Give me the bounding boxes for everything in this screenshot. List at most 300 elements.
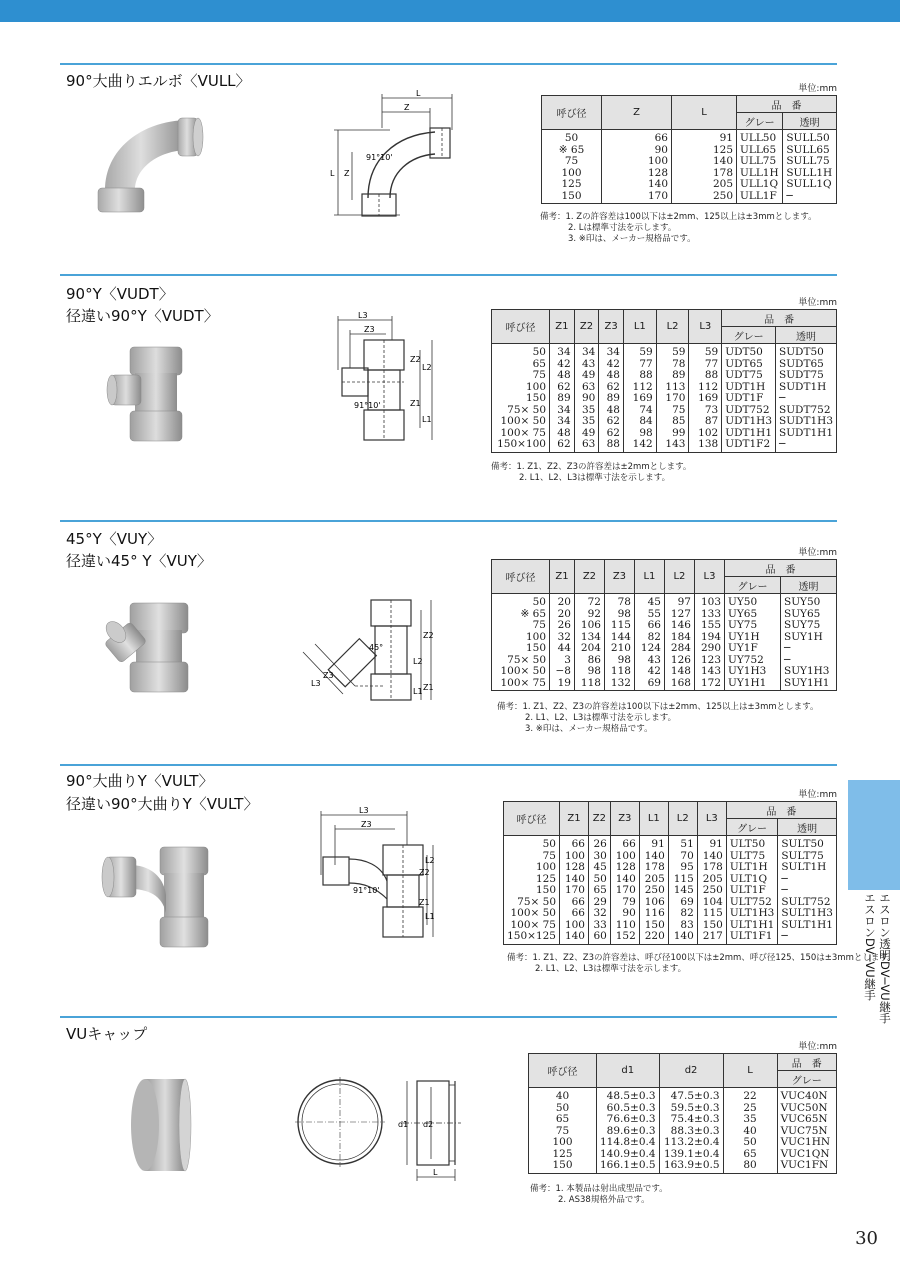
unit-label: 単位:mm — [798, 84, 837, 94]
table-cell: 155 — [694, 620, 724, 632]
table-cell: 140.9±0.4 — [597, 1149, 660, 1161]
table-cell: 55 — [634, 609, 664, 621]
table-cell: 35 — [723, 1114, 777, 1126]
col-header-clear: 透明 — [778, 819, 837, 836]
table-cell: 34 — [550, 344, 575, 359]
table-cell: UDT1F — [722, 393, 776, 405]
table-cell: ULL50 — [737, 130, 783, 145]
table-cell: 100× 50 — [504, 908, 560, 920]
table-cell: 90 — [610, 908, 639, 920]
table-cell: 100× 50 — [492, 666, 550, 678]
table-cell: VUC1FN — [777, 1160, 836, 1173]
table-cell: 26 — [588, 836, 610, 851]
table-cell: 72 — [574, 594, 604, 609]
col-header-gray: グレー — [726, 819, 778, 836]
table-cell: ─ — [778, 874, 837, 886]
table-cell: 106 — [574, 620, 604, 632]
note-line: 備考：1. Z1、Z2、Z3の許容差は、呼び径100以下は±2mm、呼び径125、150は±3mmとします。 — [507, 953, 896, 963]
col-header-l3: L3 — [697, 802, 726, 836]
table-cell: UDT752 — [722, 405, 776, 417]
table-cell: UY1H3 — [725, 666, 781, 678]
dim-label-z3: Z3 — [361, 820, 372, 829]
table-cell: 172 — [694, 678, 724, 691]
table-cell: 42 — [599, 359, 624, 371]
table-cell: 205 — [697, 874, 726, 886]
table-cell: 40 — [529, 1088, 597, 1103]
wye-photo — [100, 600, 195, 695]
col-header-clear: 透明 — [781, 577, 837, 594]
table-cell: 35 — [574, 405, 599, 417]
col-header-clear: 透明 — [776, 327, 837, 344]
table-cell: UY50 — [725, 594, 781, 609]
table-cell: 140 — [602, 179, 672, 191]
table-cell: 87 — [689, 416, 722, 428]
table-cell: SULL1Q — [783, 179, 837, 191]
table-cell: VUC75N — [777, 1126, 836, 1138]
dim-label-angle: 91°10' — [366, 153, 393, 162]
dim-label-z3: Z3 — [323, 671, 334, 680]
dim-label-z3: Z3 — [364, 325, 375, 334]
table-cell: 290 — [694, 643, 724, 655]
table-cell: 75 — [492, 620, 550, 632]
table-cell: 22 — [723, 1088, 777, 1103]
col-header-part-no: 品 番 — [777, 1054, 836, 1071]
table-cell: UDT1H — [722, 382, 776, 394]
dim-label-z2: Z2 — [419, 868, 430, 877]
col-header-z1: Z1 — [560, 802, 589, 836]
dim-label-l2: L2 — [425, 856, 435, 865]
table-cell: 59 — [656, 344, 689, 359]
table-cell: 48 — [550, 370, 575, 382]
table-cell: 169 — [689, 393, 722, 405]
table-cell: 69 — [634, 678, 664, 691]
table-cell: 51 — [668, 836, 697, 851]
section-subtitle-vuy: 径違い45° Y〈VUY〉 — [66, 552, 212, 570]
table-cell: 138 — [689, 439, 722, 452]
elbow-dimension-drawing — [330, 90, 460, 225]
dim-label-d2: d2 — [423, 1120, 434, 1129]
col-header-part-no: 品 番 — [737, 96, 837, 113]
table-body-vuy — [492, 594, 837, 691]
table-cell: 47.5±0.3 — [659, 1088, 723, 1103]
table-cell: 77 — [689, 359, 722, 371]
table-cell: 250 — [697, 885, 726, 897]
table-row — [529, 1160, 837, 1173]
table-cell: 50 — [542, 130, 602, 145]
table-cell: 124 — [634, 643, 664, 655]
table-cell: 88 — [689, 370, 722, 382]
table-cell: SULT1H1 — [778, 920, 837, 932]
table-cell: 100 — [504, 862, 560, 874]
table-row — [492, 393, 837, 405]
dim-label-z: Z — [404, 103, 410, 112]
col-header-z2: Z2 — [574, 310, 599, 344]
table-cell: 142 — [623, 439, 656, 452]
table-cell: SUY50 — [781, 594, 837, 609]
notes-vull — [540, 212, 817, 245]
table-cell: 63 — [574, 439, 599, 452]
section-divider — [60, 63, 837, 65]
note-line: 2. L1、L2、L3は標準寸法を示します。 — [519, 473, 671, 483]
dim-label-z2: Z2 — [410, 355, 421, 364]
dim-label-l1: L1 — [413, 687, 423, 696]
col-header-gray: グレー — [777, 1071, 836, 1088]
table-cell: 60 — [588, 931, 610, 944]
note-line: 2. L1、L2、L3は標準寸法を示します。 — [525, 713, 677, 723]
table-cell: 48.5±0.3 — [597, 1088, 660, 1103]
table-cell: 89 — [656, 370, 689, 382]
table-cell: 48 — [599, 370, 624, 382]
table-cell: 140 — [672, 156, 737, 168]
table-cell: 43 — [634, 655, 664, 667]
table-cell: 88 — [599, 439, 624, 452]
table-cell: 204 — [574, 643, 604, 655]
table-cell: UDT65 — [722, 359, 776, 371]
table-cell: 128 — [610, 862, 639, 874]
table-row — [542, 130, 837, 145]
table-cell: SUY1H — [781, 632, 837, 644]
table-cell: SUDT752 — [776, 405, 837, 417]
table-cell: 92 — [574, 609, 604, 621]
table-cell: 50 — [723, 1137, 777, 1149]
table-cell: 20 — [550, 609, 575, 621]
table-cell: SUY75 — [781, 620, 837, 632]
table-cell: 115 — [668, 874, 697, 886]
note-line: 3. ※印は、メーカー規格品です。 — [568, 234, 696, 244]
table-cell: 128 — [560, 862, 589, 874]
section-title-vuc: VUキャップ — [66, 1025, 148, 1043]
col-header-d2: d2 — [659, 1054, 723, 1088]
table-cell: 88.3±0.3 — [659, 1126, 723, 1138]
table-cell: 50 — [492, 594, 550, 609]
table-cell: 140 — [610, 874, 639, 886]
table-cell: ULT1F1 — [726, 931, 778, 944]
dim-label-l1: L1 — [425, 912, 435, 921]
table-cell: 73 — [689, 405, 722, 417]
table-cell: 65 — [723, 1149, 777, 1161]
table-cell: 62 — [550, 382, 575, 394]
table-cell: ULT1F — [726, 885, 778, 897]
table-cell: 65 — [529, 1114, 597, 1126]
table-cell: 75× 50 — [504, 897, 560, 909]
section-subtitle-vult: 径違い90°大曲りY〈VULT〉 — [66, 795, 259, 813]
table-cell: 49 — [574, 370, 599, 382]
table-cell: 63 — [574, 382, 599, 394]
table-cell: UY752 — [725, 655, 781, 667]
table-cell: 3 — [550, 655, 575, 667]
table-cell: 91 — [697, 836, 726, 851]
col-header-l1: L1 — [634, 560, 664, 594]
table-cell: 98 — [604, 655, 634, 667]
table-row — [492, 666, 837, 678]
table-cell: SUDT1H1 — [776, 428, 837, 440]
side-label-line-1: エスロン透明DV─VU継手 — [878, 892, 892, 1024]
table-cell: 150×125 — [504, 931, 560, 944]
table-cell: 112 — [623, 382, 656, 394]
section-title-vudt: 90°Y〈VUDT〉 — [66, 285, 174, 303]
spec-table-vudt — [491, 309, 837, 453]
table-cell: 75× 50 — [492, 405, 550, 417]
table-body-vull — [542, 130, 837, 204]
col-header-z2: Z2 — [574, 560, 604, 594]
table-cell: 66 — [560, 897, 589, 909]
table-cell: 140 — [697, 851, 726, 863]
note-line: 備考：1. Zの許容差は100以下は±2mm、125以上は±3mmとします。 — [540, 212, 817, 222]
table-cell: ─ — [778, 885, 837, 897]
table-row — [492, 344, 837, 359]
table-cell: 75 — [529, 1126, 597, 1138]
table-cell: SUY1H3 — [781, 666, 837, 678]
section-divider — [60, 764, 837, 766]
table-row — [504, 931, 837, 944]
table-row — [492, 643, 837, 655]
table-cell: 59 — [623, 344, 656, 359]
table-cell: 50 — [504, 836, 560, 851]
table-row — [504, 836, 837, 851]
table-cell: SULL50 — [783, 130, 837, 145]
table-cell: 82 — [634, 632, 664, 644]
col-header-size: 呼び径 — [492, 310, 550, 344]
table-cell: 178 — [639, 862, 668, 874]
note-line: 2. Lは標準寸法を示します。 — [568, 223, 677, 233]
table-cell: 104 — [697, 897, 726, 909]
table-cell: 113 — [656, 382, 689, 394]
table-cell: 125 — [542, 179, 602, 191]
dim-label-z1: Z1 — [410, 399, 421, 408]
table-cell: 150 — [697, 920, 726, 932]
table-cell: 140 — [639, 851, 668, 863]
table-row — [504, 885, 837, 897]
table-cell: 125 — [672, 145, 737, 157]
table-cell: UY1H — [725, 632, 781, 644]
table-cell: SULL65 — [783, 145, 837, 157]
side-tab — [848, 780, 900, 890]
col-header-part-no: 品 番 — [726, 802, 836, 819]
table-cell: 78 — [604, 594, 634, 609]
wye-dimension-drawing — [295, 590, 440, 710]
table-cell: 150×100 — [492, 439, 550, 452]
table-cell: 110 — [610, 920, 639, 932]
table-cell: 100 — [529, 1137, 597, 1149]
top-color-bar — [0, 0, 900, 22]
table-cell: ULT75 — [726, 851, 778, 863]
table-cell: 220 — [639, 931, 668, 944]
table-cell: ※ 65 — [492, 609, 550, 621]
col-header-l2: L2 — [668, 802, 697, 836]
table-cell: 35 — [574, 416, 599, 428]
table-cell: 88 — [623, 370, 656, 382]
table-cell: 128 — [602, 168, 672, 180]
col-header-size: 呼び径 — [492, 560, 550, 594]
table-cell: 49 — [574, 428, 599, 440]
col-header-l: L — [672, 96, 737, 130]
table-cell: −8 — [550, 666, 575, 678]
table-row — [492, 416, 837, 428]
table-cell: 126 — [664, 655, 694, 667]
table-cell: 100× 75 — [492, 678, 550, 691]
table-cell: 89.6±0.3 — [597, 1126, 660, 1138]
col-header-l2: L2 — [656, 310, 689, 344]
table-vuc-wrap — [528, 1042, 837, 1174]
table-cell: 43 — [574, 359, 599, 371]
table-cell: 123 — [694, 655, 724, 667]
table-cell: 194 — [694, 632, 724, 644]
note-line: 備考：1. Z1、Z2、Z3の許容差は100以下は±2mm、125以上は±3mmとします。 — [497, 702, 819, 712]
table-body-vudt — [492, 344, 837, 453]
table-cell: UY65 — [725, 609, 781, 621]
table-cell: UY1F — [725, 643, 781, 655]
table-cell: 34 — [599, 344, 624, 359]
note-line: 備考：1. Z1、Z2、Z3の許容差は±2mmとします。 — [491, 462, 692, 472]
table-cell: 91 — [639, 836, 668, 851]
table-cell: 217 — [697, 931, 726, 944]
col-header-z1: Z1 — [550, 560, 575, 594]
dim-label-z1: Z1 — [419, 898, 430, 907]
table-cell: 75 — [542, 156, 602, 168]
col-header-gray: グレー — [737, 113, 783, 130]
table-cell: ULL65 — [737, 145, 783, 157]
table-cell: UY75 — [725, 620, 781, 632]
section-title-vull: 90°大曲りエルボ〈VULL〉 — [66, 72, 251, 90]
table-cell: ULT1H3 — [726, 908, 778, 920]
spec-table-vult — [503, 801, 837, 945]
table-cell: 168 — [664, 678, 694, 691]
dim-label-l: L — [433, 1168, 438, 1177]
table-cell: ULL75 — [737, 156, 783, 168]
table-vuy-wrap — [491, 548, 837, 691]
col-header-z: Z — [602, 96, 672, 130]
table-row — [504, 862, 837, 874]
table-cell: 95 — [668, 862, 697, 874]
side-category-label — [858, 892, 892, 1042]
table-cell: 178 — [697, 862, 726, 874]
table-cell: 97 — [664, 594, 694, 609]
table-row — [542, 156, 837, 168]
table-cell: 75 — [504, 851, 560, 863]
dim-label-angle: 91°10' — [354, 401, 381, 410]
section-divider — [60, 1016, 837, 1018]
dim-label-l: L — [416, 90, 421, 98]
table-cell: 150 — [639, 920, 668, 932]
dim-label-l2: L2 — [422, 363, 432, 372]
table-cell: 62 — [599, 382, 624, 394]
table-cell: SULT752 — [778, 897, 837, 909]
table-cell: 75 — [492, 370, 550, 382]
dim-label-l-vertical: L — [330, 169, 335, 178]
table-vull-wrap — [541, 84, 837, 204]
table-cell: 75× 50 — [492, 655, 550, 667]
table-cell: 100× 75 — [492, 428, 550, 440]
table-cell: ─ — [776, 393, 837, 405]
table-cell: 77 — [623, 359, 656, 371]
col-header-gray: グレー — [725, 577, 781, 594]
table-cell: 62 — [550, 439, 575, 452]
section-subtitle-vudt: 径違い90°Y〈VUDT〉 — [66, 307, 219, 325]
table-cell: 45 — [588, 862, 610, 874]
table-cell: 44 — [550, 643, 575, 655]
table-row — [542, 191, 837, 204]
table-cell: 100 — [492, 382, 550, 394]
table-cell: 20 — [550, 594, 575, 609]
table-row — [492, 678, 837, 691]
table-cell: 100× 50 — [492, 416, 550, 428]
table-cell: SULT1H3 — [778, 908, 837, 920]
table-row — [529, 1137, 837, 1149]
table-cell: 98 — [574, 666, 604, 678]
table-cell: 32 — [588, 908, 610, 920]
table-cell: 184 — [664, 632, 694, 644]
col-header-l2: L2 — [664, 560, 694, 594]
col-header-part-no: 品 番 — [722, 310, 837, 327]
table-cell: ULT50 — [726, 836, 778, 851]
table-cell: 26 — [550, 620, 575, 632]
table-cell: 205 — [672, 179, 737, 191]
table-cell: ─ — [783, 191, 837, 204]
table-cell: SULT1H — [778, 862, 837, 874]
table-cell: 100 — [492, 632, 550, 644]
col-header-size: 呼び径 — [542, 96, 602, 130]
table-cell: 284 — [664, 643, 694, 655]
table-cell: 70 — [668, 851, 697, 863]
table-cell: 65 — [492, 359, 550, 371]
table-cell: VUC1HN — [777, 1137, 836, 1149]
table-vult-wrap — [503, 790, 837, 945]
table-cell: 32 — [550, 632, 575, 644]
table-cell: 250 — [639, 885, 668, 897]
table-cell: UDT1H1 — [722, 428, 776, 440]
tee-dimension-drawing — [330, 310, 440, 445]
table-cell: SULL1H — [783, 168, 837, 180]
table-cell: ─ — [781, 655, 837, 667]
table-cell: 115 — [697, 908, 726, 920]
section-title-vuy: 45°Y〈VUY〉 — [66, 530, 163, 548]
table-cell: 66 — [610, 836, 639, 851]
col-header-z3: Z3 — [599, 310, 624, 344]
table-cell: ULL1Q — [737, 179, 783, 191]
table-cell: 89 — [599, 393, 624, 405]
table-cell: 79 — [610, 897, 639, 909]
col-header-l1: L1 — [639, 802, 668, 836]
unit-label: 単位:mm — [798, 298, 837, 308]
table-cell: 115 — [604, 620, 634, 632]
table-cell: 30 — [588, 851, 610, 863]
table-cell: SUDT1H3 — [776, 416, 837, 428]
table-cell: ─ — [778, 931, 837, 944]
table-cell: ─ — [781, 643, 837, 655]
table-cell: SULL75 — [783, 156, 837, 168]
table-cell: 140 — [560, 931, 589, 944]
table-cell: 140 — [560, 874, 589, 886]
table-cell: 99 — [656, 428, 689, 440]
table-cell: 89 — [550, 393, 575, 405]
tee-photo — [105, 345, 190, 445]
table-cell: 250 — [672, 191, 737, 204]
table-cell: 152 — [610, 931, 639, 944]
table-cell: 45 — [634, 594, 664, 609]
table-cell: ULL1F — [737, 191, 783, 204]
table-cell: 62 — [599, 428, 624, 440]
table-cell: 106 — [639, 897, 668, 909]
notes-vuc — [530, 1184, 668, 1206]
table-cell: 205 — [639, 874, 668, 886]
col-header-size: 呼び径 — [529, 1054, 597, 1088]
table-cell: 170 — [656, 393, 689, 405]
dim-label-angle: 91°10' — [353, 886, 380, 895]
table-cell: ULT1H1 — [726, 920, 778, 932]
table-cell: 98 — [623, 428, 656, 440]
table-cell: 69 — [668, 897, 697, 909]
table-cell: 132 — [604, 678, 634, 691]
